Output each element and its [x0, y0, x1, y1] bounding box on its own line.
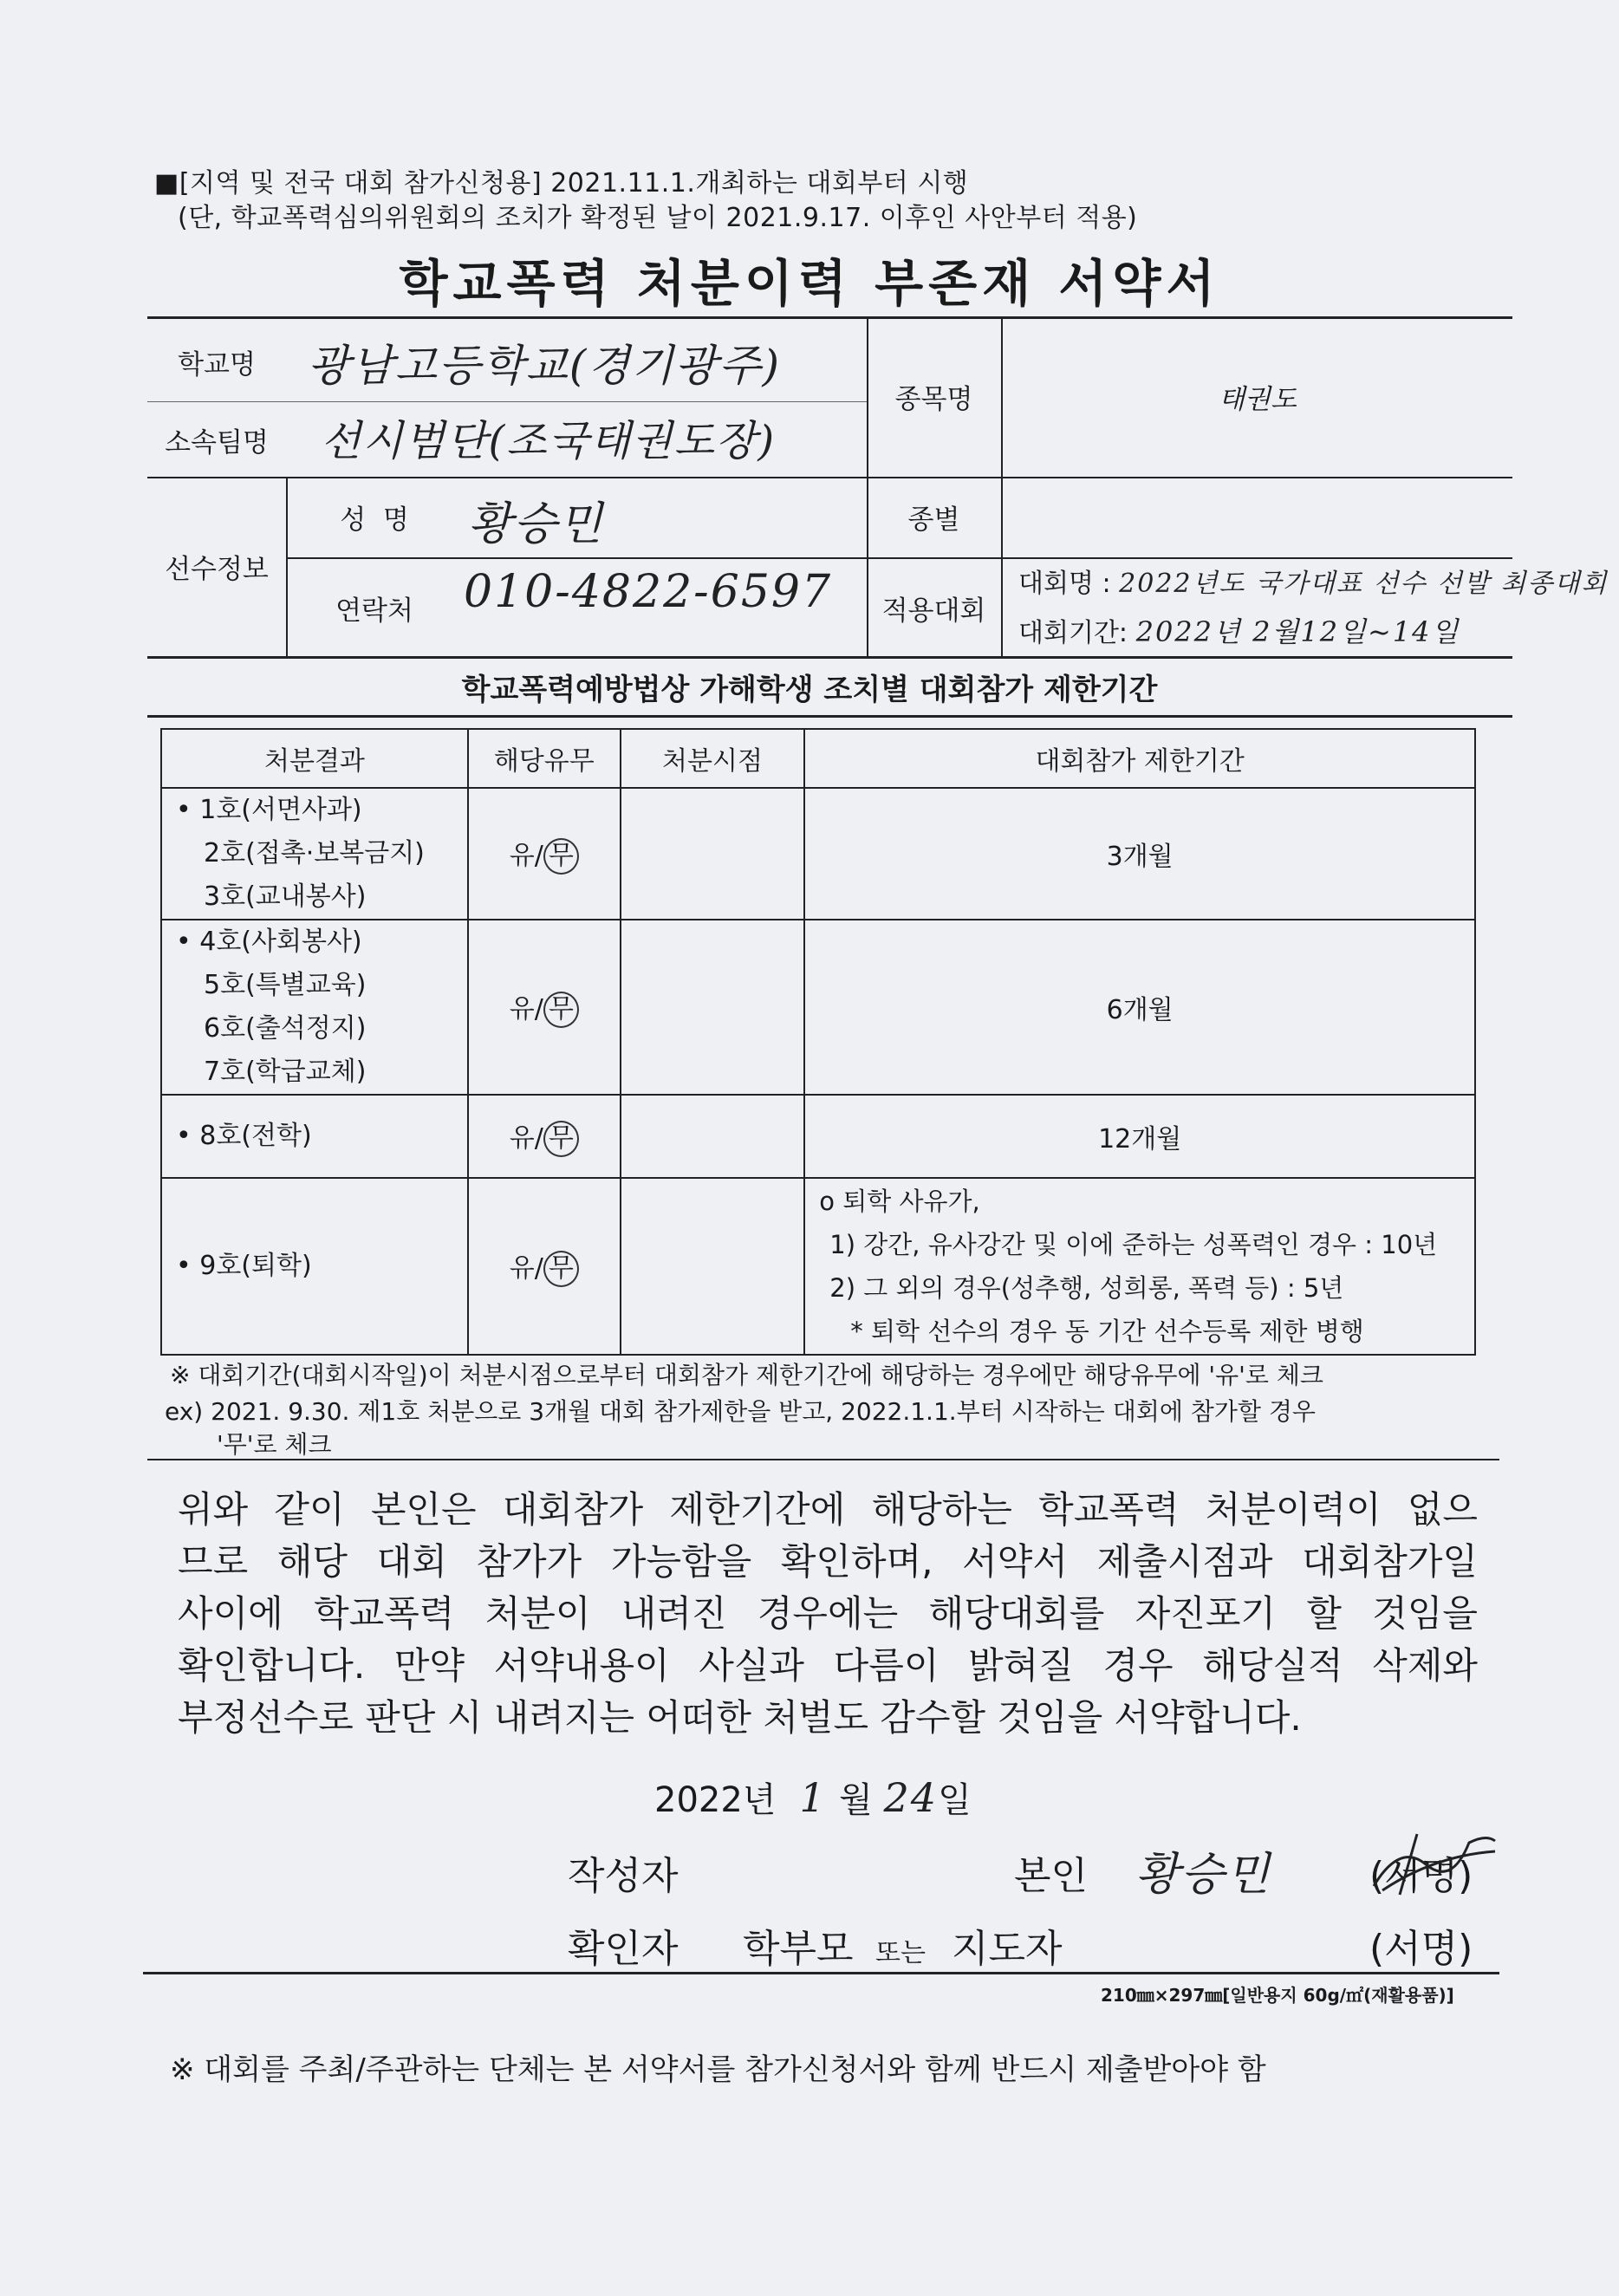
applicable-cell[interactable] [468, 1178, 621, 1355]
sign-label-2: (서명) [1369, 1927, 1473, 1971]
yes-option: 유/ [509, 1122, 543, 1154]
applicable-cell[interactable] [468, 920, 621, 1095]
date-year: 2022년 [654, 1780, 777, 1820]
pledge-line: 위와 같이 본인은 대회참가 제한기간에 해당하는 학교폭력 처분이력이 없으 [178, 1488, 1478, 1531]
no-option-circled: 무 [543, 992, 579, 1028]
parent-label: 학부모 [743, 1927, 854, 1971]
result-cell [161, 788, 468, 920]
date-month-label: 월 [839, 1780, 873, 1820]
period-label: 대회기간: [1018, 618, 1128, 648]
signature-scribble [1365, 1825, 1504, 1903]
pledge-paragraph [178, 1484, 1478, 1744]
pledge-line: 부정선수로 판단 시 내려지는 어떠한 처벌도 감수할 것임을 서약합니다. [178, 1696, 1302, 1739]
pledge-line: 므로 해당 대회 참가가 가능함을 확인하며, 서약서 제출시점과 대회참가일 [178, 1540, 1478, 1583]
result-item: • 9호(퇴학) [176, 1251, 312, 1281]
writer-label: 작성자 [568, 1854, 679, 1898]
result-item: 6호(출석정지) [204, 1013, 367, 1044]
no-option-circled: 무 [543, 1121, 579, 1157]
penalty-table-header [161, 729, 1475, 788]
document-title: 학교폭력 처분이력 부존재 서약서 [399, 254, 1220, 313]
period-cell: 6개월 [804, 920, 1475, 1095]
footer-note: ※ 대회를 주최/주관하는 단체는 본 서약서를 참가신청서와 함께 반드시 제출받아야 함 [170, 2052, 1266, 2087]
pledge-line: 확인합니다. 만약 서약내용이 사실과 다름이 밝혀질 경우 해당실적 삭제와 [178, 1644, 1478, 1687]
applicable-cell[interactable] [468, 1095, 621, 1178]
date-day-label: 일 [938, 1780, 972, 1820]
contact-label: 연락처 [335, 595, 413, 627]
self-label: 본인 [1014, 1854, 1089, 1898]
period-row [1018, 610, 1460, 650]
date-month-value: 1 [799, 1774, 827, 1821]
period-cell: 3개월 [804, 788, 1475, 920]
period-cell: 12개월 [804, 1095, 1475, 1178]
time-cell[interactable] [621, 1095, 805, 1178]
event-label: 종목명 [894, 384, 973, 415]
name-value: 황승민 [468, 498, 604, 550]
competition-label: 대회명 : [1018, 569, 1111, 599]
yes-option: 유/ [509, 840, 543, 871]
period-line: 1) 강간, 유사강간 및 이에 준하는 성폭력인 경우 : 10년 [829, 1230, 1438, 1259]
table-row [161, 1178, 1475, 1355]
competition-value: 2022년도 국가대표 선수 선발 최종대회 [1119, 569, 1609, 599]
category-label: 종별 [907, 504, 960, 536]
self-name-handwritten: 황승민 [1135, 1849, 1271, 1901]
result-item: 7호(학급교체) [204, 1057, 367, 1087]
time-cell[interactable] [621, 788, 805, 920]
subtitle: 학교폭력예방법상 가해학생 조치별 대회참가 제한기간 [461, 673, 1158, 707]
period-line: 2) 그 외의 경우(성추행, 성희롱, 폭력 등) : 5년 [829, 1273, 1344, 1303]
pledge-line: 사이에 학교폭력 처분이 내려진 경우에는 해당대회를 자진포기 할 것임을 [178, 1592, 1478, 1635]
period-line: * 퇴학 선수의 경우 동 기간 선수등록 제한 병행 [850, 1317, 1364, 1346]
period-cell [804, 1178, 1475, 1355]
result-cell [161, 1178, 468, 1355]
no-option-circled: 무 [543, 1251, 579, 1287]
paper-spec: 210㎜×297㎜[일반용지 60g/㎡(재활용품)] [1101, 1985, 1454, 2006]
period-line: o 퇴학 사유가, [819, 1187, 980, 1216]
team-label: 소속팀명 [165, 427, 269, 459]
note-3: '무'로 체크 [217, 1430, 332, 1459]
table-row [161, 788, 1475, 920]
header-time: 처분시점 [621, 729, 805, 788]
result-item: 2호(접촉·보복금지) [204, 838, 425, 868]
period-value: 2022년 2월12일~14일 [1135, 615, 1460, 648]
note-1: ※ 대회기간(대회시작일)이 처분시점으로부터 대회참가 제한기간에 해당하는 경우에만 해당유무에 '유'로 체크 [170, 1361, 1323, 1389]
or-label: 또는 [875, 1938, 926, 1968]
applicable-cell[interactable] [468, 788, 621, 920]
result-item: 3호(교내봉사) [204, 881, 367, 912]
applied-competition-label: 적용대회 [881, 595, 986, 627]
header-result: 처분결과 [161, 729, 468, 788]
confirmer-label: 확인자 [568, 1927, 679, 1971]
header-period: 대회참가 제한기간 [804, 729, 1475, 788]
event-value: 태권도 [1219, 384, 1297, 415]
sign-label: (서명) [1369, 1854, 1473, 1898]
result-item: • 4호(사회봉사) [176, 927, 362, 957]
result-item: • 1호(서면사과) [176, 795, 362, 825]
result-item: 5호(특별교육) [204, 970, 367, 1000]
penalty-table [160, 728, 1476, 1356]
header-line-2: (단, 학교폭력심의위원회의 조치가 확정된 날이 2021.9.17. 이후인 사안부터 적용) [178, 203, 1138, 233]
yes-option: 유/ [509, 993, 543, 1024]
school-value: 광남고등학교(경기광주) [308, 341, 782, 391]
note-2: ex) 2021. 9.30. 제1호 처분으로 3개월 대회 참가제한을 받고, 2022.1.1.부터 시작하는 대회에 참가할 경우 [165, 1397, 1316, 1426]
header-applicable: 해당유무 [468, 729, 621, 788]
pledge-date [654, 1772, 972, 1822]
result-item: • 8호(전학) [176, 1121, 312, 1151]
coach-label: 지도자 [952, 1927, 1063, 1971]
time-cell[interactable] [621, 920, 805, 1095]
signature-slot [1369, 1844, 1473, 1900]
no-option-circled: 무 [543, 838, 579, 875]
school-label: 학교명 [178, 349, 256, 380]
table-row [161, 1095, 1475, 1178]
date-day-value: 24 [883, 1774, 939, 1821]
header-line-1: ■[지역 및 전국 대회 참가신청용] 2021.11.1.개최하는 대회부터 시행 [154, 168, 969, 198]
table-row [161, 920, 1475, 1095]
yes-option: 유/ [509, 1252, 543, 1284]
time-cell[interactable] [621, 1178, 805, 1355]
competition-row [1018, 562, 1608, 600]
player-info-label: 선수정보 [165, 554, 269, 585]
team-value: 선시범단(조국태권도장) [321, 417, 777, 465]
category-value [1003, 477, 1512, 557]
name-label: 성 명 [340, 504, 409, 536]
result-cell [161, 1095, 468, 1178]
result-cell [161, 920, 468, 1095]
contact-value: 010-4822-6597 [464, 566, 833, 618]
